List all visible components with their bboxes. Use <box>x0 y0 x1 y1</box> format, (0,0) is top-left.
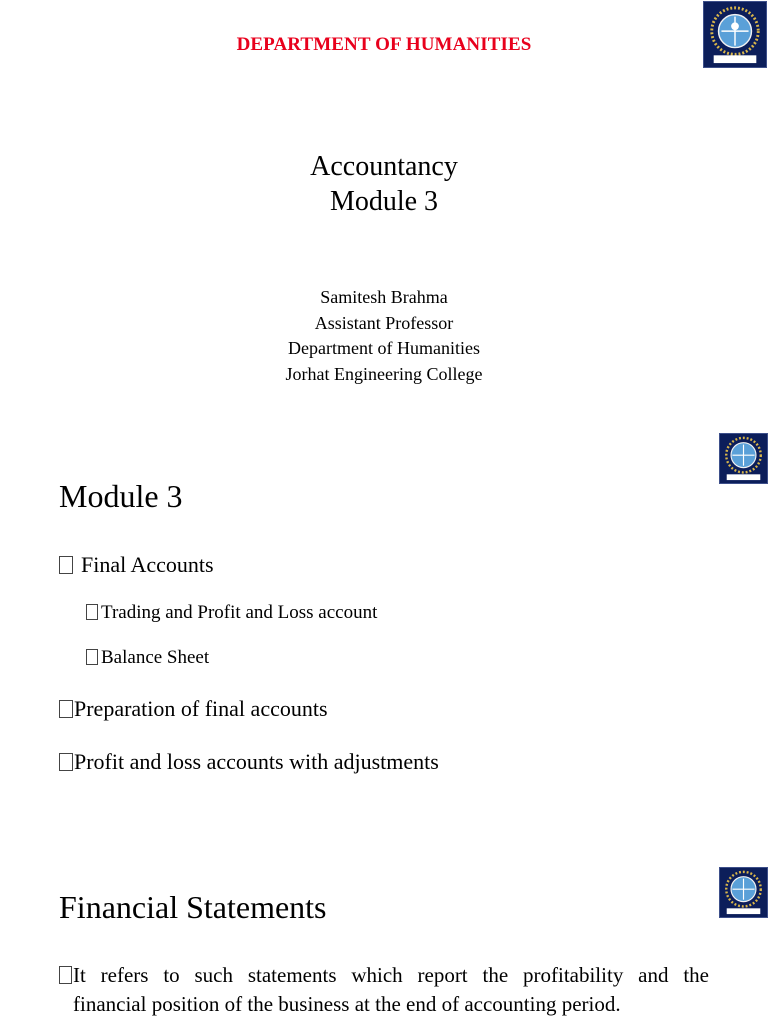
bullet-box-icon <box>86 604 98 620</box>
bullet-text: Balance Sheet <box>101 647 210 668</box>
author-info <box>0 285 768 387</box>
author-position: Assistant Professor <box>314 312 454 333</box>
college-emblem-icon <box>719 433 768 484</box>
bullet-box-icon <box>59 966 72 984</box>
sub-bullet-item <box>86 647 209 669</box>
college-emblem-icon <box>719 867 768 918</box>
slide-title: Financial Statements <box>59 889 327 925</box>
bullet-text: Trading and Profit and Loss account <box>101 602 378 623</box>
paragraph-line-1 <box>59 961 709 990</box>
bullet-text: Profit and loss accounts with adjustments <box>74 749 439 774</box>
bullet-box-icon <box>86 649 98 665</box>
bullet-text: Final Accounts <box>81 552 214 577</box>
bullet-item <box>59 749 439 775</box>
bullet-item <box>59 552 214 578</box>
bullet-item <box>59 696 328 722</box>
author-college: Jorhat Engineering College <box>285 363 483 384</box>
presentation-title <box>0 149 768 219</box>
bullet-box-icon <box>59 753 73 771</box>
title-line-1: Accountancy <box>310 151 458 182</box>
author-department: Department of Humanities <box>288 338 480 358</box>
department-header: DEPARTMENT OF HUMANITIES <box>236 34 532 55</box>
paragraph-line-2: financial position of the business at the end of accounting period. <box>73 992 621 1016</box>
author-name: Samitesh Brahma <box>320 287 448 307</box>
sub-bullet-item <box>86 602 377 624</box>
bullet-box-icon <box>59 556 73 574</box>
bullet-text: Preparation of final accounts <box>74 696 328 721</box>
paragraph-text: It refers to such statements which report the profitability and the <box>73 963 709 987</box>
bullet-box-icon <box>59 700 73 718</box>
title-line-2: Module 3 <box>329 186 439 217</box>
slide-title: Module 3 <box>59 478 183 514</box>
